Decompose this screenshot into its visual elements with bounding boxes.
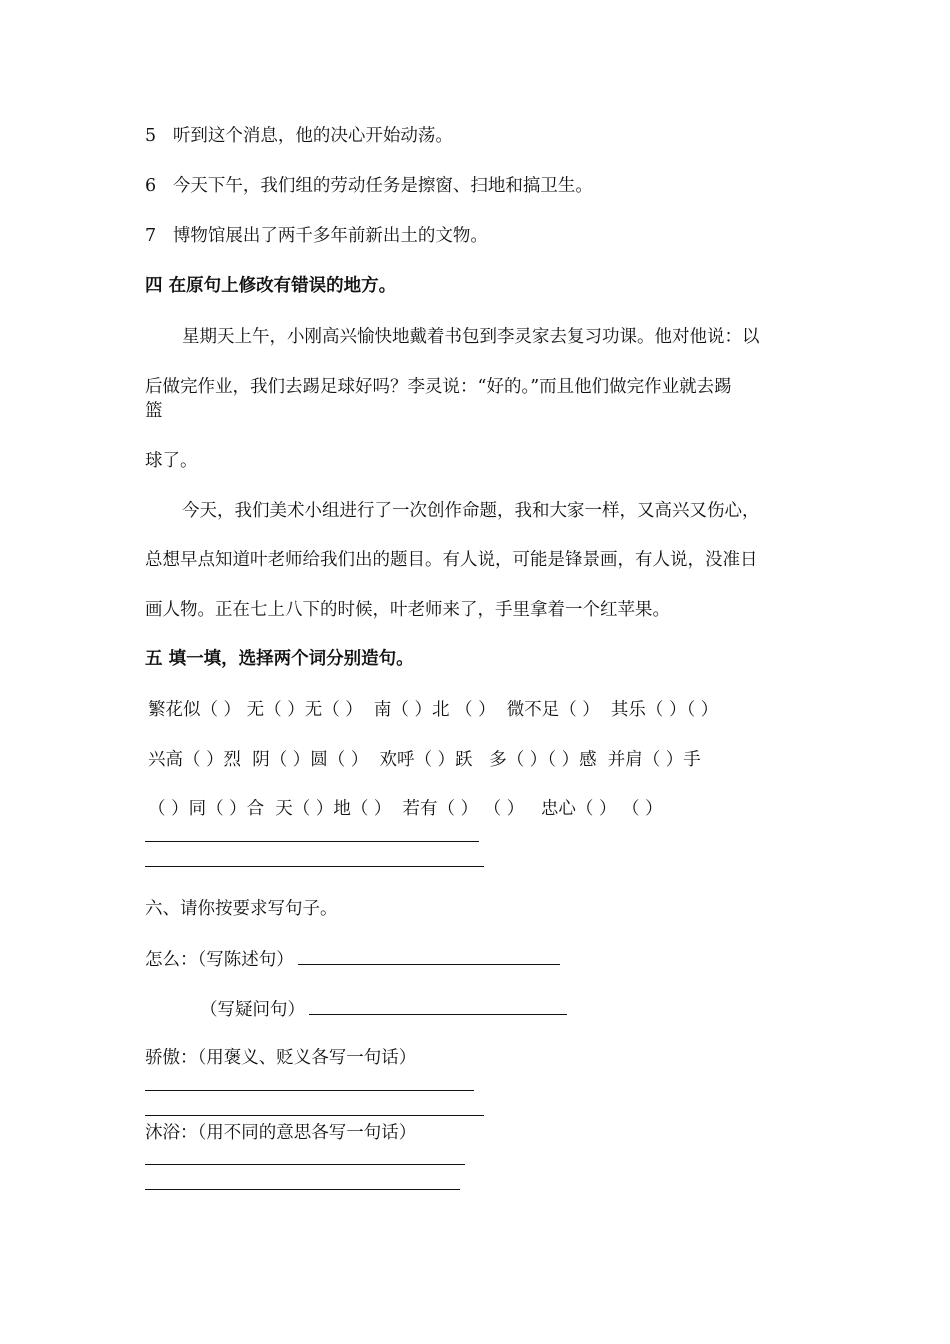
zenme-label: 怎么：（写陈述句）	[145, 950, 294, 970]
section6-heading: 六、请你按要求写句子。	[145, 899, 338, 919]
answer-line[interactable]	[145, 866, 484, 867]
section4-heading: 四 在原句上修改有错误的地方。	[145, 276, 397, 296]
answer-line[interactable]	[145, 1189, 460, 1190]
item-number: 6	[145, 176, 157, 196]
zenme-statement-prompt	[145, 946, 560, 972]
answer-line[interactable]	[298, 946, 560, 965]
paragraph2-line-1: 今天，我们美术小组进行了一次创作命题，我和大家一样，又高兴又伤心，	[182, 501, 760, 521]
answer-line[interactable]	[145, 1164, 465, 1165]
sentence-item-7	[145, 224, 488, 248]
item-number: 5	[145, 126, 157, 146]
answer-line[interactable]	[309, 996, 567, 1015]
idiom-row-2: 兴高（ ）烈 阴（ ）圆（ ） 欢呼（ ）跃 多（ ）（ ）感 并肩（ ）手	[148, 750, 701, 770]
paragraph2-line-3: 画人物。正在七上八下的时候，叶老师来了，手里拿着一个红苹果。	[145, 600, 670, 620]
paragraph1-line-2: 后做完作业，我们去踢足球好吗？李灵说：“好的。”而且他们做完作业就去踢	[145, 377, 732, 397]
paragraph2-line-2: 总想早点知道叶老师给我们出的题目。有人说，可能是锋景画，有人说，没准日	[145, 550, 758, 570]
zenme-question-prompt	[200, 996, 567, 1022]
paragraph1-line-1: 星期天上午，小刚高兴愉快地戴着书包到李灵家去复习功课。他对他说：以	[182, 327, 760, 347]
muyu-prompt: 沐浴：（用不同的意思各写一句话）	[145, 1123, 417, 1143]
idiom-row-3: （ ）同（ ）合 天（ ）地（ ） 若有（ ） （ ） 忠心（ ） （ ）	[148, 799, 663, 819]
question-label: （写疑问句）	[200, 1000, 305, 1020]
item-number: 7	[145, 226, 157, 246]
answer-line[interactable]	[145, 1090, 474, 1091]
sentence-item-6	[145, 174, 593, 198]
answer-line[interactable]	[145, 1115, 484, 1116]
idiom-row-1: 繁花似（ ） 无（ ）无（ ） 南（ ）北 （ ） 微不足（ ） 其乐（ ）（ ）	[148, 700, 719, 720]
item-text: 今天下午，我们组的劳动任务是擦窗、扫地和搞卫生。	[172, 176, 593, 196]
item-text: 听到这个消息，他的决心开始动荡。	[172, 126, 453, 146]
paragraph1-line-4: 球了。	[145, 451, 198, 471]
jiaoao-prompt: 骄傲：（用褒义、贬义各写一句话）	[145, 1048, 417, 1068]
sentence-item-5	[145, 124, 453, 148]
section5-heading: 五 填一填，选择两个词分别造句。	[145, 649, 414, 669]
item-text: 博物馆展出了两千多年前新出土的文物。	[172, 226, 488, 246]
answer-line[interactable]	[145, 841, 479, 842]
paragraph1-line-3: 篮	[145, 401, 163, 421]
